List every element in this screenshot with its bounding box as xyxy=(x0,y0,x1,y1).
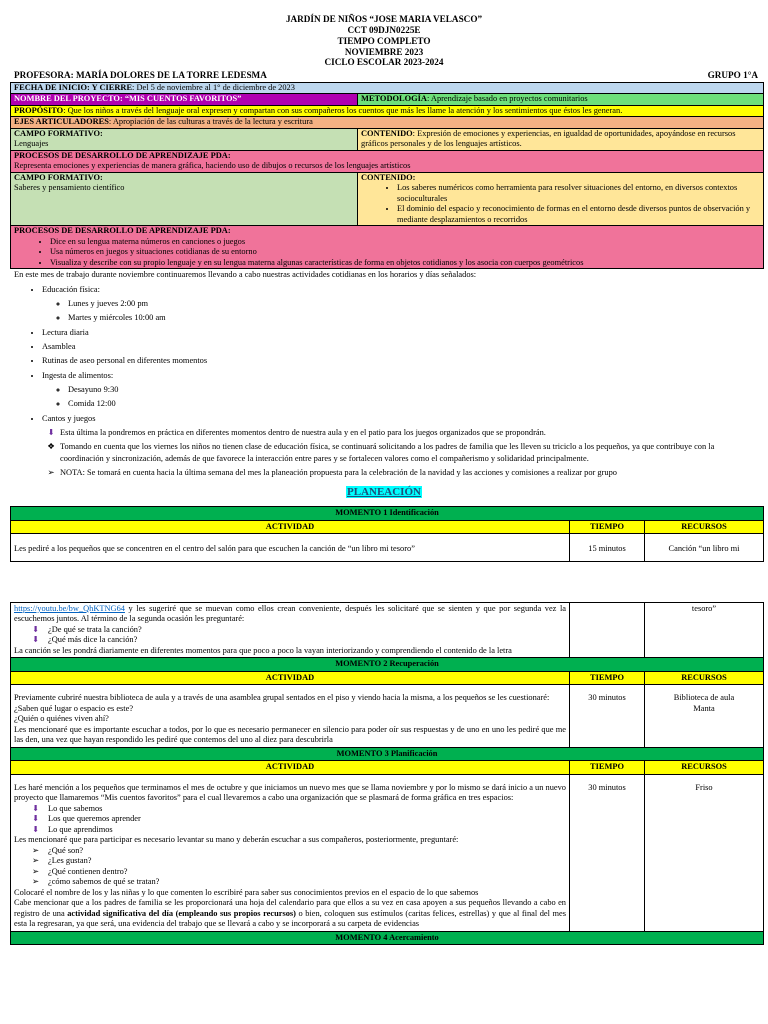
routine-subitem: ◦ Desayuno 9:30 xyxy=(68,384,754,395)
question-item: ⬇ ¿Qué más dice la canción? xyxy=(32,635,138,645)
formative-field-2: CAMPO FORMATIVO: Saberes y pensamiento científico xyxy=(11,172,358,226)
arrow-bullet-icon: ⬇ xyxy=(32,624,40,634)
moment-1-resource: Canción “un libro mi xyxy=(645,534,764,562)
moment-1-resource-cont: tesoro” xyxy=(645,602,764,658)
teacher-name: PROFESORA: MARÍA DOLORES DE LA TORRE LEDESMA xyxy=(14,70,267,81)
col-time: TIEMPO xyxy=(570,671,645,685)
note-item: ⬇ Esta última la pondremos en práctica en diferentes momentos dentro de nuestra aula y en el patio para los juegos organizados que se propondrán. xyxy=(42,427,754,438)
school-cycle: CICLO ESCOLAR 2023-2024 xyxy=(324,57,444,68)
col-resources: RECURSOS xyxy=(645,520,764,534)
school-name: JARDÍN DE NIÑOS “JOSE MARIA VELASCO” xyxy=(285,14,483,24)
page-break xyxy=(0,562,768,602)
moment-3-parents-note: Cabe mencionar que a los padres de familia se les proporcionará una hoja del calendario para que ellos a su vez en casa apoyen a sus pequeños llevando a cabo en registro de una actividad significativa del día (empleando sus propios recursos) o bien, coloquen sus estímulos (caritas felices, estrellas) y que al final del mes esta la regresaran, ya que será, una evidencia del trabajo que se llevará a cabo y se incorporará a su carpeta de evidencias xyxy=(14,898,566,929)
routine-subitem: ◦ Comida 12:00 xyxy=(68,398,754,409)
content-2: CONTENIDO: • Los saberes numéricos como herramienta para resolver situaciones del entorno, en diversos contextos socioculturales • El dominio del espacio y reconocimiento de formas en el entorno desde diversos puntos de observación y mediante desplazamientos o recorridos xyxy=(358,172,764,226)
group-label: GRUPO 1°A xyxy=(707,70,758,81)
purpose-cell: PROPÓSITO: Que los niños a través del lenguaje oral expresen y compartan con sus compañeros los cuentos que más les llame la atención y los sentimientos que éstos les generan. xyxy=(11,105,764,117)
question-item: ➢ ¿cómo sabemos de qué se tratan? xyxy=(32,877,160,887)
teacher-row xyxy=(14,70,758,82)
moment-1-activity-cont: https://youtu.be/bw_QhKTNG64 y les sugeriré que se muevan como ellos crean conveniente, después les solicitaré que se sienten y que por segunda vez la escuchemos juntos. Al término de la segunda ocasión les preguntaré: ⬇ ¿De qué se trata la canción? ⬇ ¿Qué más dice la canción? La canción se les pondrá diariamente en diferentes momentos para que poco a poco la vayan interiorizando y comprendiendo el contenido de la letra xyxy=(11,602,570,658)
routine-item: • Rutinas de aseo personal en diferentes momentos xyxy=(42,355,754,366)
col-resources: RECURSOS xyxy=(645,671,764,685)
col-activity: ACTIVIDAD xyxy=(11,671,570,685)
planning-title: PLANEACIÓN xyxy=(347,486,421,499)
routine-subitem: ◦ Lunes y jueves 2:00 pm xyxy=(68,298,754,309)
moment-3-time: 30 minutos xyxy=(570,774,645,931)
moment-3-activity: Les haré mención a los pequeños que terminamos el mes de octubre y que iniciamos un nuevo mes que se llama noviembre y por lo mismo se dará inicio a un nuevo proyecto que llamaremos “Mis cuentos favoritos” para el cual llevaremos a cabo una organización que se plasmará de forma gráfica en tres espacios: ⬇ Lo que sabemos ⬇ Los que queremos aprender ⬇ Lo que aprendimos Les mencionaré que para participar es necesario levantar su mano y deberán escuchar a sus compañeros, posteriormente, preguntaré: ➢ ¿Qué son? ➢ ¿Les gustan? ➢ ¿Qué contienen dentro? ➢ ¿cómo sabemos de qué se tratan? Colocaré el nombre de los y las niñas y lo que comenten lo escribiré para saber sus conocimientos previos en el espacio de lo que sabemos Cabe mencionar que a los padres de familia se les proporcionará una hoja del calendario para que ellos a su vez en casa apoyen a sus pequeños llevando a cabo en registro de una actividad significativa del día (empleando sus propios recursos) o bien, coloquen sus estímulos (caritas felices, estrellas) y que al final del mes esta la regresaran, ya que será, una evidencia del trabajo que se llevará a cabo y se incorporará a su carpeta de evidencias xyxy=(11,774,570,931)
date-cell: FECHA DE INICIO: Y CIERRE: Del 5 de noviembre al 1° de diciembre de 2023 xyxy=(11,82,764,94)
moment-1-time: 15 minutos xyxy=(570,534,645,562)
question-item: ⬇ ¿De qué se trata la canción? xyxy=(32,624,142,634)
axes-cell: EJES ARTICULADORES: Apropiación de las culturas a través de la lectura y escritura xyxy=(11,117,764,129)
moment-3-resource: Friso xyxy=(645,774,764,931)
content-2-item: • Los saberes numéricos como herramienta para resolver situaciones del entorno, en diversos contextos socioculturales xyxy=(397,183,760,204)
space-item: ⬇ Lo que sabemos xyxy=(32,803,103,813)
arrow-bullet-icon: ⬇ xyxy=(32,824,40,834)
planning-month: NOVIEMBRE 2023 xyxy=(344,46,424,57)
arrowhead-bullet-icon: ➢ xyxy=(32,856,40,866)
moment-1-title: MOMENTO 1 Identificación xyxy=(11,507,764,521)
pda-2: PROCESOS DE DESARROLLO DE APRENDIZAJE PDA: • Dice en su lengua materna números en canciones o juegos • Usa números en juegos y situaciones cotidianas de su entorno • Visualiza y describe con su propio lenguaje y en su lengua materna algunas características de forma en objetos cotidianos y los asocia con cuerpos geométricos xyxy=(11,226,764,269)
moment-2-title: MOMENTO 2 Recuperación xyxy=(11,658,764,672)
methodology-cell: METODOLOGÍA: Aprendizaje basado en proyectos comunitarios xyxy=(358,94,764,106)
moment-3-title: MOMENTO 3 Planificación xyxy=(11,747,764,761)
continued-table xyxy=(10,602,764,946)
note-item: ❖ Tomando en cuenta que los viernes los niños no tienen clase de educación física, se continuará solicitando a los padres de familia que les lleven su triciclo a los pequeños, ya que contribuye con la coordinación y sincronización, además de que favorece la interacción entre pares y se fortalecen valores como el compañerismo y solidaridad principalmente. xyxy=(42,441,754,464)
arrowhead-bullet-icon: ➢ xyxy=(32,845,40,855)
arrow-bullet-icon: ⬇ xyxy=(32,635,40,645)
content-1: CONTENIDO: Expresión de emociones y experiencias, en igualdad de oportunidades, apoyándose en recursos gráficos personales y de los lenguajes artísticos. xyxy=(358,128,764,150)
pda-2-item: • Visualiza y describe con su propio lenguaje y en su lengua materna algunas características de forma en objetos cotidianos y los asocia con cuerpos geométricos xyxy=(50,258,760,269)
note-item: ➢ NOTA: Se tomará en cuenta hacia la última semana del mes la planeación propuesta para la celebración de la navidad y las acciones y comisiones a realizar por grupo xyxy=(42,467,754,478)
routine-item: • Lectura diaria xyxy=(42,327,754,338)
question-item: ➢ ¿Les gustan? xyxy=(32,856,92,866)
routine-section xyxy=(14,269,754,478)
arrow-bullet-icon: ⬇ xyxy=(32,803,40,813)
moment-1-activity: Les pediré a los pequeños que se concentren en el centro del salón para que escuchen la canción de “un libro mi tesoro” xyxy=(11,534,570,562)
arrowhead-bullet-icon: ➢ xyxy=(32,877,40,887)
question-item: ➢ ¿Qué contienen dentro? xyxy=(32,866,128,876)
question-item: ➢ ¿Qué son? xyxy=(32,845,84,855)
project-name-cell: NOMBRE DEL PROYECTO: “MIS CUENTOS FAVORITOS” xyxy=(11,94,358,106)
moment-2-activity: Previamente cubriré nuestra biblioteca de aula y a través de una asamblea grupal sentados en el piso y viendo hacia la misma, a los pequeños se les cuestionaré: ¿Saben qué lugar o espacio es este? ¿Quién o quiénes viven ahí? Les mencionaré que es importante escuchar a todos, por lo que es necesario permanecer en silencio para poder oír sus respuestas y de uno en uno les pediré que me las den, una vez que hayan respondido les pediré que contemos del uno al diez para descubrirla xyxy=(11,685,570,748)
moment-4-title: MOMENTO 4 Acercamiento xyxy=(11,931,764,945)
song-link[interactable]: https://youtu.be/bw_QhKTNG64 xyxy=(14,603,125,613)
space-item: ⬇ Lo que aprendimos xyxy=(32,824,113,834)
col-activity: ACTIVIDAD xyxy=(11,761,570,775)
school-schedule: TIEMPO COMPLETO xyxy=(337,35,431,46)
diamond-bullet-icon: ❖ xyxy=(47,442,55,452)
routine-lead: En este mes de trabajo durante noviembre continuaremos llevando a cabo nuestras actividades cotidianas en los horarios y días señalados: xyxy=(14,270,477,280)
document-header xyxy=(0,0,768,68)
arrowhead-bullet-icon: ➢ xyxy=(47,468,55,478)
moment-2-resources: Biblioteca de aula Manta xyxy=(645,685,764,748)
arrow-bullet-icon: ⬇ xyxy=(32,814,40,824)
arrowhead-bullet-icon: ➢ xyxy=(32,866,40,876)
empty-time-cell xyxy=(570,602,645,658)
space-item: ⬇ Los que queremos aprender xyxy=(32,814,141,824)
col-resources: RECURSOS xyxy=(645,761,764,775)
routine-subitem: ◦ Martes y miércoles 10:00 am xyxy=(68,312,754,323)
pda-2-item: • Usa números en juegos y situaciones cotidianas de su entorno xyxy=(50,247,760,258)
pda-2-item: • Dice en su lengua materna números en canciones o juegos xyxy=(50,237,760,248)
routine-item: • Cantos y juegos xyxy=(42,413,754,424)
routine-item: • Educación física: ◦ Lunes y jueves 2:00 pm ◦ Martes y miércoles 10:00 am xyxy=(42,284,754,324)
formative-field-1: CAMPO FORMATIVO: Lenguajes xyxy=(11,128,358,150)
moment-2-time: 30 minutos xyxy=(570,685,645,748)
col-activity: ACTIVIDAD xyxy=(11,520,570,534)
col-time: TIEMPO xyxy=(570,520,645,534)
routine-item: • Ingesta de alimentos: ◦ Desayuno 9:30 ◦ Comida 12:00 xyxy=(42,370,754,410)
project-info-table xyxy=(10,82,764,270)
moment-1-table xyxy=(10,506,764,562)
content-2-item: • El dominio del espacio y reconocimiento de formas en el entorno desde diversos puntos de observación y mediante desplazamientos o recorridos xyxy=(397,204,760,225)
routine-item: • Asamblea xyxy=(42,341,754,352)
school-cct: CCT 09DJN0225E xyxy=(347,24,421,35)
col-time: TIEMPO xyxy=(570,761,645,775)
arrow-bullet-icon: ⬇ xyxy=(47,428,55,438)
pda-1: PROCESOS DE DESARROLLO DE APRENDIZAJE PDA: Representa emociones y experiencias de manera gráfica, haciendo uso de dibujos o recursos de los lenguajes artísticos xyxy=(11,150,764,172)
